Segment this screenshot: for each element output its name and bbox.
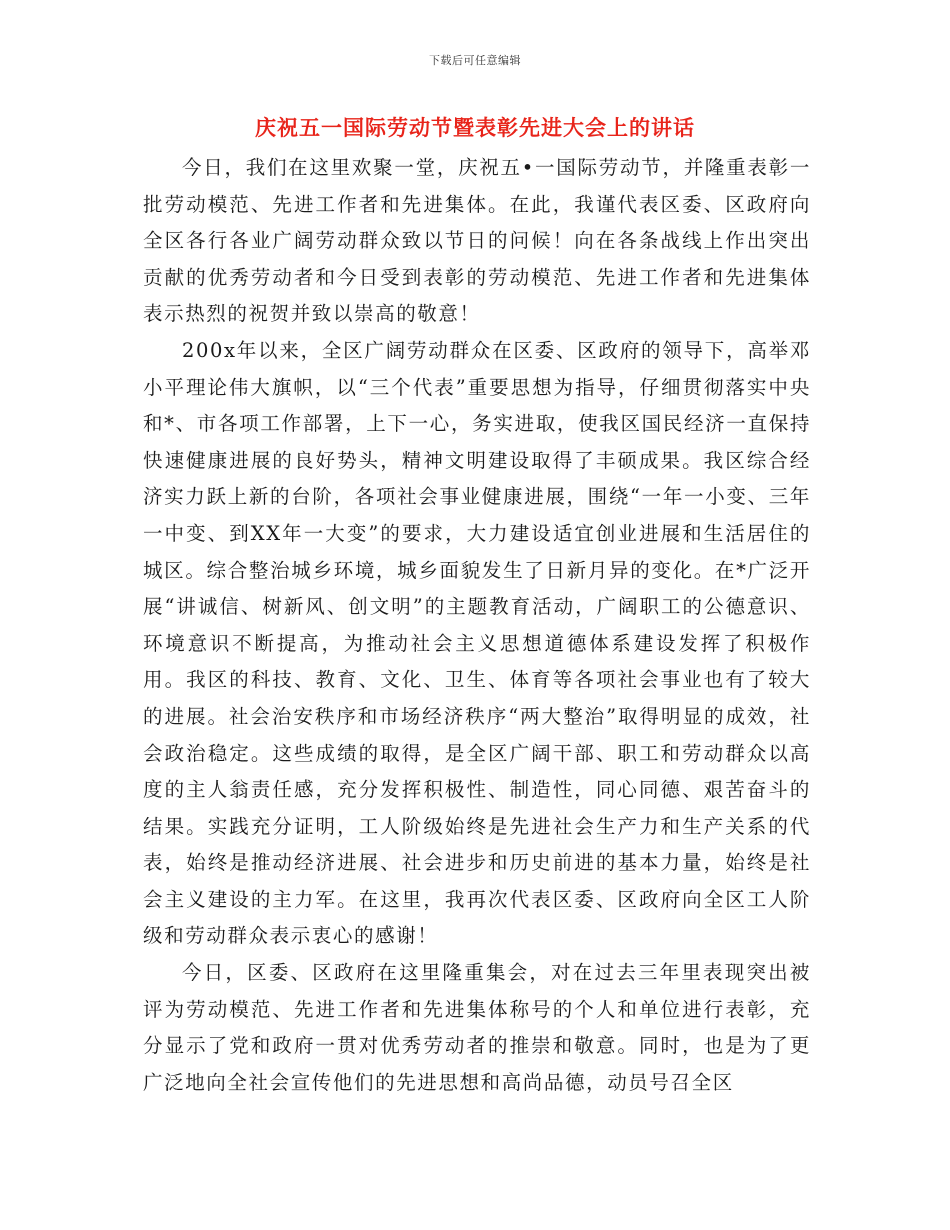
paragraph-3: 今日，区委、区政府在这里隆重集会，对在过去三年里表现突出被评为劳动模范、先进工作者和先进集体称号的个人和单位进行表彰，充分显示了党和政府一贯对优秀劳动者的推崇和敬意。同时，也是为了更广泛地向全社会宣传他们的先进思想和高尚品德，动员号召全区 [143, 961, 811, 1094]
paragraph-1: 今日，我们在这里欢聚一堂，庆祝五•一国际劳动节，并隆重表彰一批劳动模范、先进工作者和先进集体。在此，我谨代表区委、区政府向全区各行各业广阔劳动群众致以节日的问候！向在各条战线上作出突出贡献的优秀劳动者和今日受到表彰的劳动模范、先进工作者和先进集体表示热烈的祝贺并致以崇高的敬意！ [143, 156, 811, 326]
document-body [143, 150, 811, 1101]
document-title: 庆祝五一国际劳动节暨表彰先进大会上的讲话 [255, 115, 695, 140]
header-note: 下载后可任意编辑 [429, 54, 521, 67]
paragraph-2: 200x年以来，全区广阔劳动群众在区委、区政府的领导下，高举邓小平理论伟大旗帜，以“三个代表”重要思想为指导，仔细贯彻落实中央和*、市各项工作部署，上下一心，务实进取，使我区国民经济一直保持快速健康进展的良好势头，精神文明建设取得了丰硕成果。我区综合经济实力跃上新的台阶，各项社会事业健康进展，围绕“一年一小变、三年一中变、到XX年一大变”的要求，大力建设适宜创业进展和生活居住的城区。综合整治城乡环境，城乡面貌发生了日新月异的变化。在*广泛开展“讲诚信、树新风、创文明”的主题教育活动，广阔职工的公德意识、环境意识不断提高，为推动社会主义思想道德体系建设发挥了积极作用。我区的科技、教育、文化、卫生、体育等各项社会事业也有了较大的进展。社会治安秩序和市场经济秩序“两大整治”取得明显的成效，社会政治稳定。这些成绩的取得，是全区广阔干部、职工和劳动群众以高度的主人翁责任感，充分发挥积极性、制造性，同心同德、艰苦奋斗的结果。实践充分证明，工人阶级始终是先进社会生产力和生产关系的代表，始终是推动经济进展、社会进步和历史前进的基本力量，始终是社会主义建设的主力军。在这里，我再次代表区委、区政府向全区工人阶级和劳动群众表示衷心的感谢！ [143, 338, 811, 948]
